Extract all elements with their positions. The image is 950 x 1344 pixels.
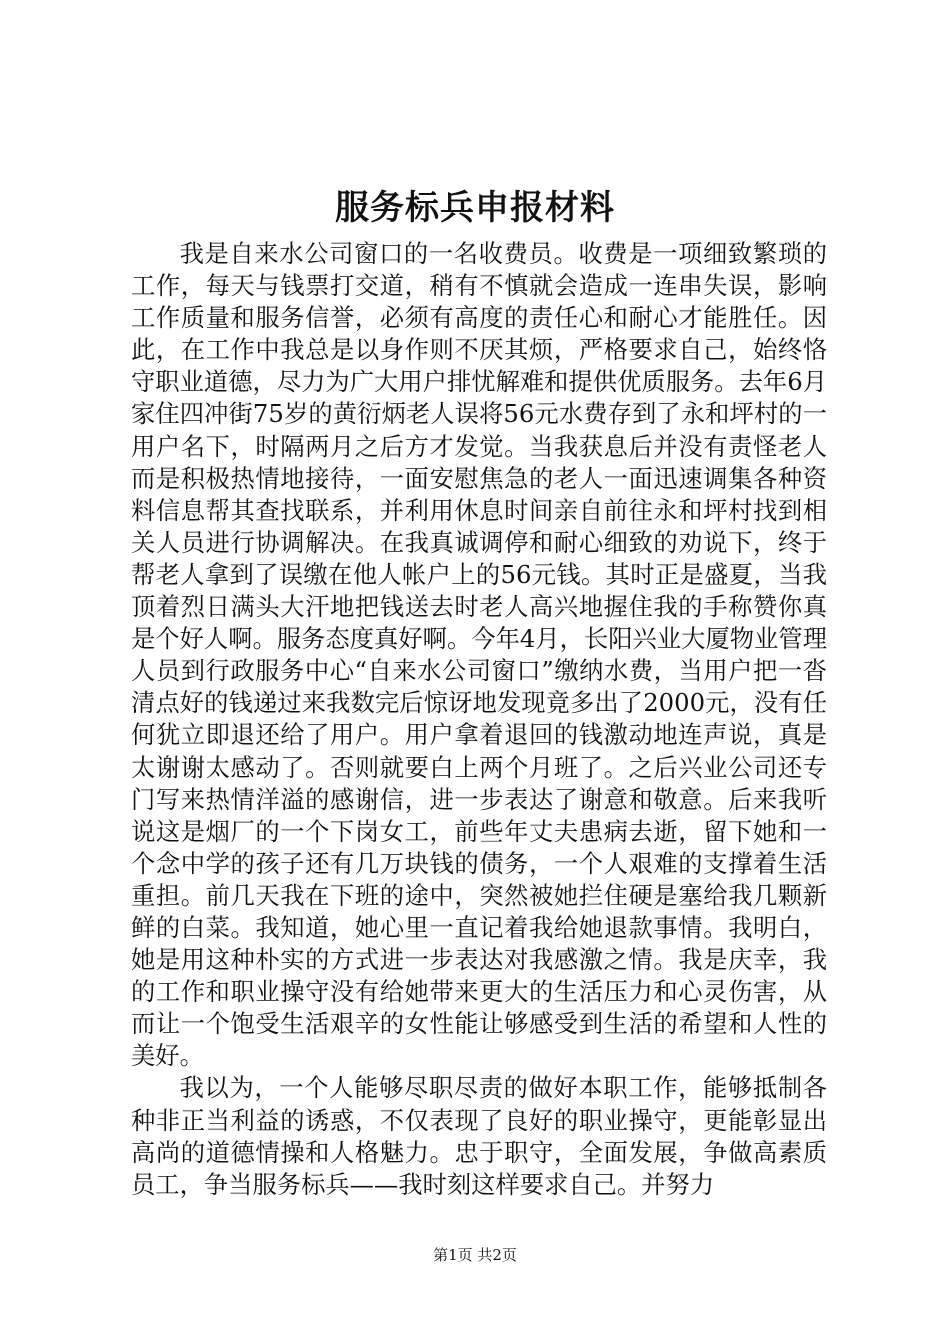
document-title: 服务标兵申报材料 [335,188,615,228]
paragraph-2: 我以为，一个人能够尽职尽责的做好本职工作，能够抵制各种非正当利益的诱惑，不仅表现了良好的职业操守，更能彰显出高尚的道德情操和人格魅力。忠于职守，全面发展，争做高素质员工，争当服务标兵——我时刻这样要求自己。并努力 [131,1073,827,1199]
page-footer: 第1页 共2页 [433,1246,517,1264]
document-body [131,238,827,1201]
paragraph-1: 我是自来水公司窗口的一名收费员。收费是一项细致繁琐的工作，每天与钱票打交道，稍有不慎就会造成一连串失误，影响工作质量和服务信誉，必须有高度的责任心和耐心才能胜任。因此，在工作中我总是以身作则不厌其烦，严格要求自己，始终恪守职业道德，尽力为广大用户排忧解难和提供优质服务。去年6月家住四冲街75岁的黄衍炳老人误将56元水费存到了永和坪村的一用户名下，时隔两月之后方才发觉。当我获息后并没有责怪老人而是积极热情地接待，一面安慰焦急的老人一面迅速调集各种资料信息帮其查找联系，并利用休息时间亲自前往永和坪村找到相关人员进行协调解决。在我真诚调停和耐心细致的劝说下，终于帮老人拿到了误缴在他人帐户上的56元钱。其时正是盛夏，当我顶着烈日满头大汗地把钱送去时老人高兴地握住我的手称赞你真是个好人啊。服务态度真好啊。今年4月，长阳兴业大厦物业管理人员到行政服务中心“自来水公司窗口”缴纳水费，当用户把一沓清点好的钱递过来我数完后惊讶地发现竟多出了2000元，没有任何犹立即退还给了用户。用户拿着退回的钱激动地连声说，真是太谢谢太感动了。否则就要白上两个月班了。之后兴业公司还专门写来热情洋溢的感谢信，进一步表达了谢意和敬意。后来我听说这是烟厂的一个下岗女工，前些年丈夫患病去逝，留下她和一个念中学的孩子还有几万块钱的债务，一个人艰难的支撑着生活重担。前几天我在下班的途中，突然被她拦住硬是塞给我几颗新鲜的白菜。我知道，她心里一直记着我给她退款事情。我明白，她是用这种朴实的方式进一步表达对我感激之情。我是庆幸，我的工作和职业操守没有给她带来更大的生活压力和心灵伤害，从而让一个饱受生活艰辛的女性能让够感受到生活的希望和人性的美好。 [131,239,827,1071]
